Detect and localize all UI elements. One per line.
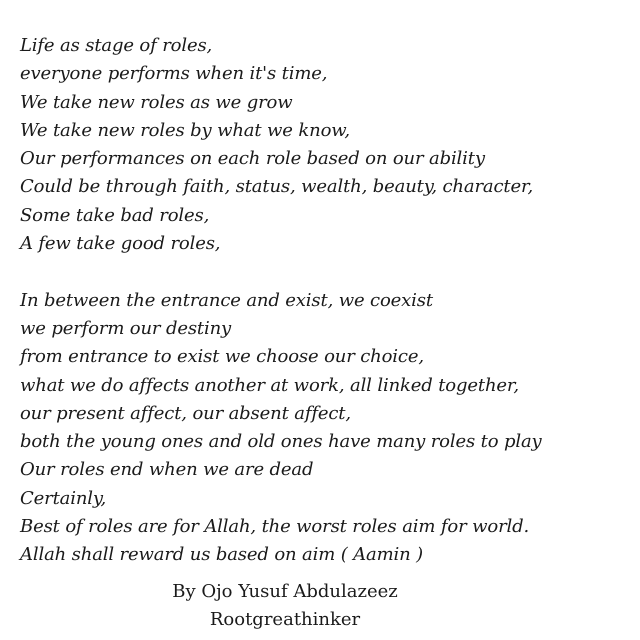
poem-line: what we do affects another at work, all linked together,: [20, 374, 519, 396]
signature-block: [0, 578, 570, 635]
stanza-2: [20, 287, 632, 570]
poem-line: from entrance to exist we choose our choice,: [20, 346, 424, 368]
poem-body: [20, 32, 632, 570]
author-pen-name: Rootgreathinker: [209, 609, 361, 631]
poem-line: Our performances on each role based on our ability: [20, 148, 485, 170]
poem-line: Our roles end when we are dead: [20, 459, 314, 481]
poem-line: We take new roles as we grow: [20, 91, 293, 113]
poem-line: Life as stage of roles,: [20, 35, 213, 56]
author-name: By Ojo Yusuf Abdulazeez: [172, 581, 398, 602]
poem-line: Allah shall reward us based on aim ( Aamin ): [20, 544, 424, 566]
poem-line: everyone performs when it's time,: [20, 63, 328, 85]
poem-line: Best of roles are for Allah, the worst roles aim for world.: [20, 516, 530, 538]
stanza-1: [20, 32, 632, 258]
poem-line: Could be through faith, status, wealth, beauty, character,: [20, 176, 534, 198]
poem-line: our present affect, our absent affect,: [20, 402, 351, 424]
poem-line: A few take good roles,: [20, 233, 221, 255]
poem-line: Certainly,: [20, 487, 107, 509]
poem-line: In between the entrance and exist, we coexist: [20, 289, 433, 311]
poem-line: both the young ones and old ones have many roles to play: [20, 431, 542, 453]
poem-line: We take new roles by what we know,: [20, 119, 350, 141]
poem-line: Some take bad roles,: [20, 204, 210, 226]
poem-line: we perform our destiny: [20, 317, 232, 339]
